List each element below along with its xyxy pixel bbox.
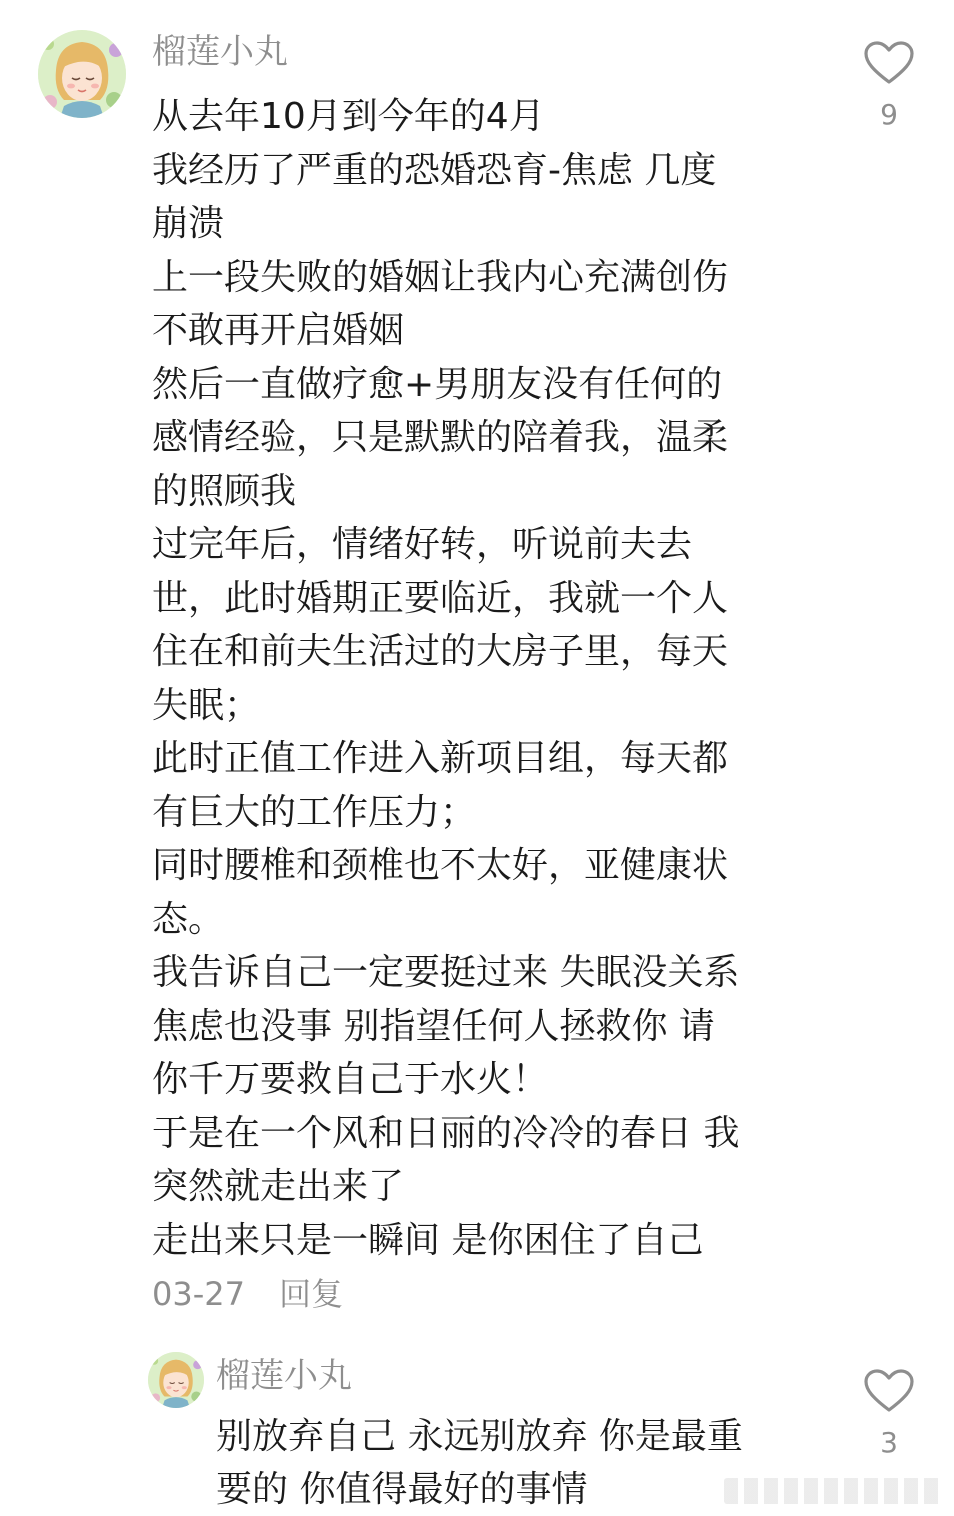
comment-line: 态。 [152,898,225,940]
avatar[interactable] [38,30,126,118]
comment-line: 焦虑也没事 别指望任何人拯救你 请 [152,1005,715,1047]
like-button[interactable] [859,1368,919,1460]
like-button[interactable] [859,40,919,132]
comment-line: 突然就走出来了 [152,1166,405,1207]
comment-line: 的照顾我 [152,470,297,512]
comment-line: 过完年后，情绪好转，听说前夫去 [152,524,693,565]
username[interactable]: 榴莲小丸 [216,1356,352,1396]
comment-line: 走出来只是一瞬间 是你困住了自己 [152,1219,704,1261]
cartoon-girl-avatar-icon [38,30,126,118]
comment-line: 有巨大的工作压力； [152,791,477,833]
comment-line: 于是在一个风和日丽的冷冷的春日 我 [152,1112,740,1154]
comment-line: 感情经验，只是默默的陪着我，温柔 [152,417,729,458]
comment-line: 住在和前夫生活过的大房子里，每天 [152,631,729,672]
comment-line: 别放弃自己 永远别放弃 你是最重 [216,1416,743,1457]
comment-line: 同时腰椎和颈椎也不太好，亚健康状 [152,845,729,886]
comment-line: 上一段失败的婚姻让我内心充满创伤 [152,256,729,298]
username[interactable]: 榴莲小丸 [152,32,288,72]
heart-outline-icon [863,40,915,86]
comment-line: 我告诉自己一定要挺过来 失眠没关系 [152,952,740,993]
comment-line: 此时正值工作进入新项目组，每天都 [152,738,729,779]
comment-date: 03-27 [152,1275,245,1313]
comment-line: 失眠； [152,684,261,726]
like-count: 3 [880,1426,898,1459]
comment-line: 要的 你值得最好的事情 [216,1469,588,1510]
reply-button[interactable]: 回复 [279,1275,344,1313]
cartoon-girl-avatar-icon [148,1352,204,1408]
comment-text [152,90,812,1267]
comment-line: 不敢再开启婚姻 [152,310,405,351]
watermark [724,1478,944,1504]
comment-line: 世，此时婚期正要临近，我就一个人 [152,577,729,619]
comment-line: 我经历了严重的恐婚恐育-焦虑 几度 [152,149,717,191]
like-count: 9 [880,98,898,131]
comment-line: 然后一直做疗愈+男朋友没有任何的 [152,363,723,405]
comment-line: 崩溃 [152,203,225,244]
comment-line: 你千万要救自己于水火！ [152,1059,549,1100]
heart-outline-icon [863,1368,915,1414]
avatar[interactable] [148,1352,204,1408]
comment-line: 从去年10月到今年的4月 [152,96,545,137]
comment-meta [152,1274,343,1314]
